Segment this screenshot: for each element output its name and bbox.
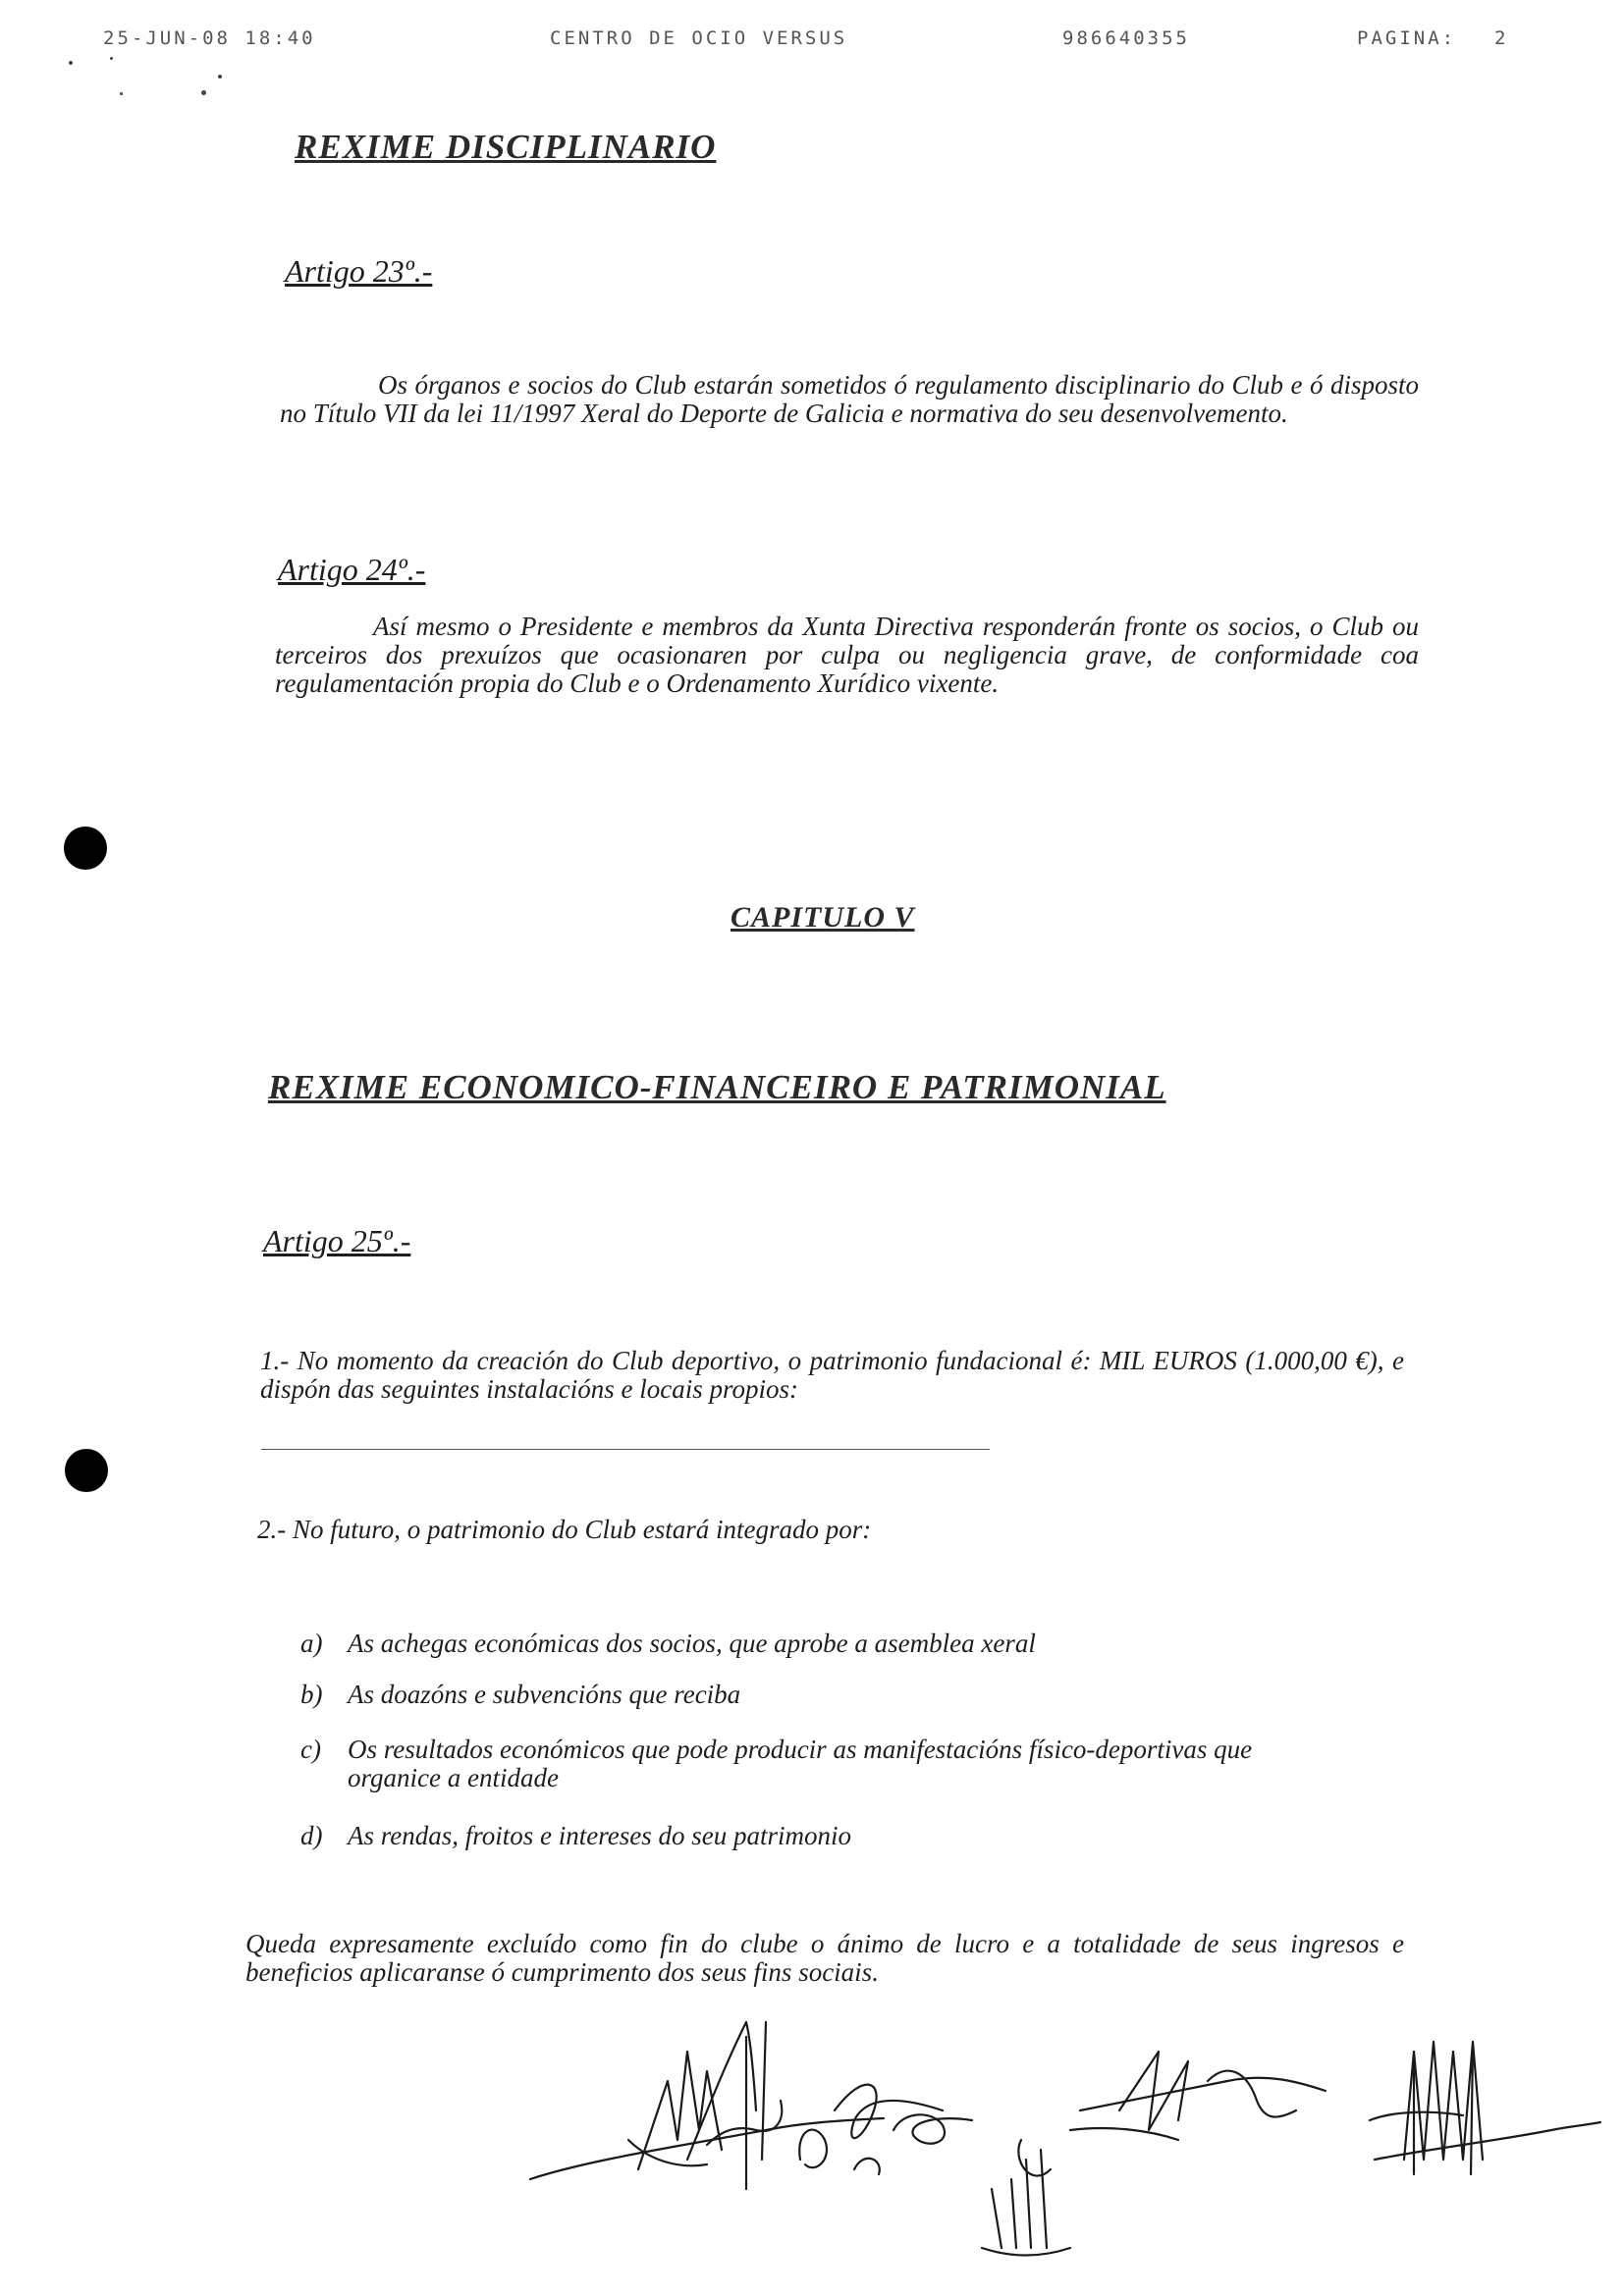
article-23-label: Artigo 23º.- (285, 253, 433, 289)
list-item-text: As rendas, froitos e intereses do seu patrimonio (348, 1821, 851, 1850)
signature-5 (1370, 2042, 1600, 2174)
fax-phone: 986640355 (1062, 27, 1190, 49)
closing-paragraph: Queda expresamente excluído como fin do clube o ánimo de lucro e a totalidade de seus ingresos e beneficios aplicaranse ó cumprimento dos seus fins sociais. (245, 1929, 1404, 1987)
signature-3 (982, 2140, 1070, 2256)
list-item-text: Os resultados económicos que pode producir as manifestacións físico-deportivas que organice a entidade (348, 1735, 1253, 1792)
article-24-text: Así mesmo o Presidente e membros da Xunta Directiva responderán fronte os socios, o Club ou terceiros dos prexuízos que ocasionaren por culpa ou negligencia grave, de conformidade coa regulamentación propia do Club e o Ordenamento Xurídico vixente. (275, 612, 1419, 698)
fax-sender: CENTRO DE OCIO VERSUS (550, 27, 848, 49)
list-item-mark: d) (300, 1821, 323, 1850)
list-item-mark: c) (300, 1735, 321, 1764)
list-item-mark: a) (300, 1629, 323, 1658)
article-23-text: Os órganos e socios do Club estarán sometidos ó regulamento disciplinario do Club e ó disposto no Título VII da lei 11/1997 Xeral do Deporte de Galicia e normativa do seu desenvolvemento. (280, 370, 1419, 428)
fax-page-label: PAGINA: (1357, 27, 1457, 49)
signature-1 (530, 2022, 884, 2189)
article-25-label: Artigo 25º.- (263, 1223, 411, 1258)
list-item-text: As doazóns e subvencións que reciba (348, 1680, 741, 1709)
chapter-title: REXIME ECONOMICO-FINANCEIRO E PATRIMONIAL (268, 1068, 1166, 1106)
section-title: REXIME DISCIPLINARIO (295, 128, 717, 166)
signature-4 (1070, 2052, 1326, 2140)
chapter-label: CAPITULO V (731, 901, 915, 934)
list-item-text: As achegas económicas dos socios, que aprobe a asemblea xeral (348, 1629, 1036, 1658)
signature-2 (799, 2085, 972, 2174)
list-item-mark: b) (300, 1680, 323, 1709)
article-25-paragraph-2: 2.- No futuro, o patrimonio do Club estará integrado por: (257, 1515, 872, 1544)
fax-datetime: 25-JUN-08 18:40 (103, 27, 316, 49)
fax-page-number: 2 (1494, 27, 1509, 49)
article-25-paragraph-1: 1.- No momento da creación do Club deportivo, o patrimonio fundacional é: MIL EUROS (1.000,00 €), e dispón das seguintes instalacións e locais propios: (260, 1346, 1404, 1404)
article-24-label: Artigo 24º.- (278, 552, 426, 587)
